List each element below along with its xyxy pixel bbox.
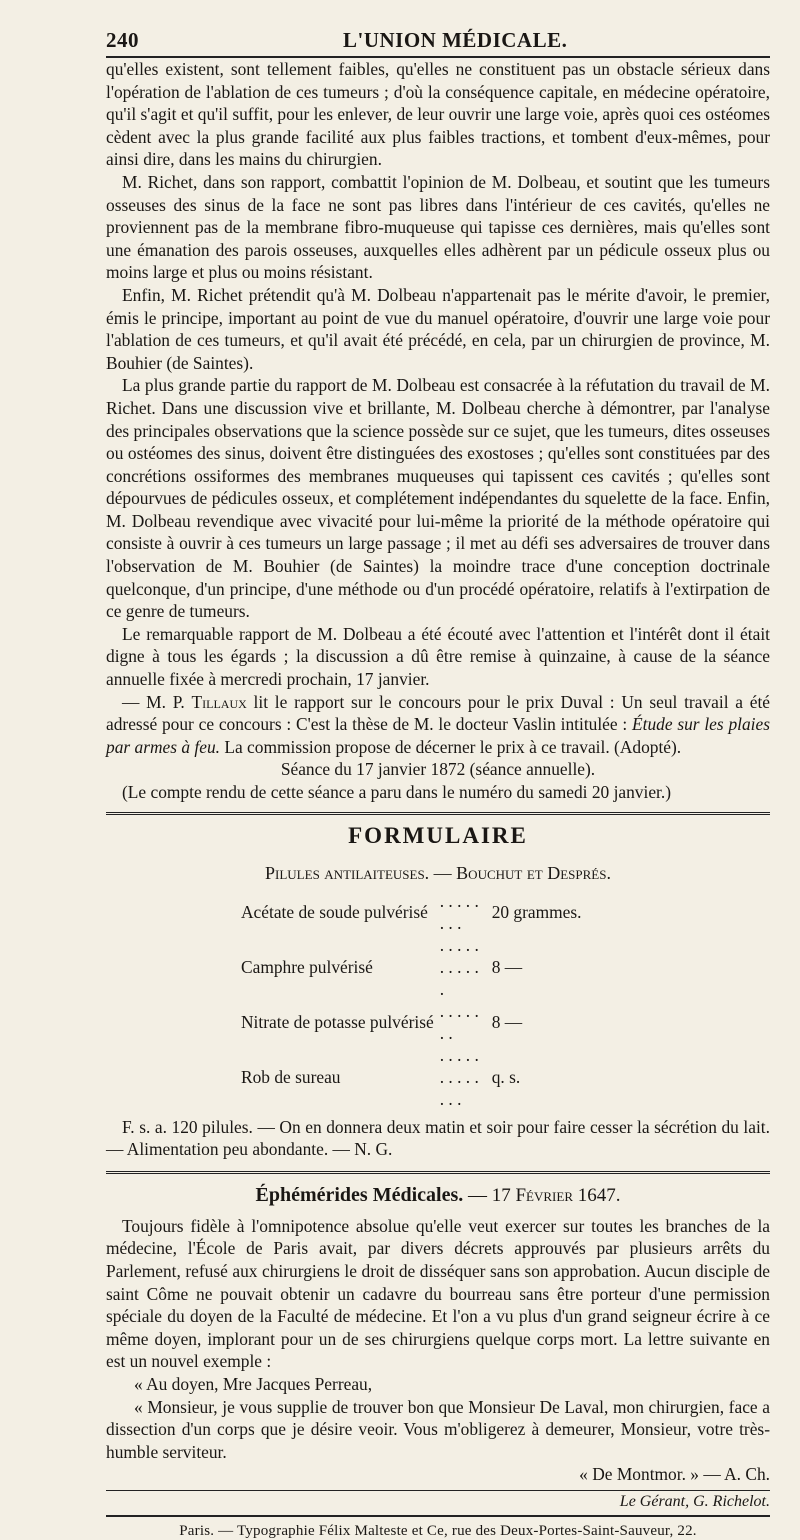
ingredient-dots: . . . . . . . . . . . bbox=[439, 934, 479, 999]
ingredient-row bbox=[241, 1000, 582, 1044]
section-rule-1 bbox=[106, 812, 770, 815]
ephemerides-heading: Éphémérides Médicales. bbox=[255, 1183, 464, 1206]
thesis-title: Étude sur les plaies par armes à feu. bbox=[106, 714, 770, 757]
printer-imprint: Paris. — Typographie Félix Malteste et Ce, rue des Deux-Portes-Saint-Sauveur, 22. bbox=[179, 1522, 697, 1539]
ingredients-table bbox=[241, 890, 582, 1110]
tillaux-prefix: — M. P. bbox=[122, 691, 192, 712]
paragraph-2: M. Richet, dans son rapport, combattit l'opinion de M. Dolbeau, et soutint que les tumeurs osseuses des sinus de la face ne sont pas libres dans l'intérieur de ces cavités, qu'elles ne proviennent pas de la membrane fibro-muqueuse qui tapisse ces dernières, mais qu'elles sont une émanation des parois osseuses, auxquelles elles adhèrent par un pédicule osseux plus ou moins large et plus ou moins résistant. bbox=[106, 171, 770, 283]
formulaire-title: FORMULAIRE bbox=[348, 822, 528, 848]
ingredient-qty: 8 — bbox=[491, 956, 523, 977]
section-rule-2 bbox=[106, 1171, 770, 1174]
paragraph-1: qu'elles existent, sont tellement faibles, qu'elles ne constituent pas un obstacle sérieux dans l'opération de l'ablation de ces tumeurs ; d'où la conséquence capitale, en médecine opératoire, qu'il s'agit et qu'il suffit, pour les enlever, de leur ouvrir une large voie, après quoi ces ostéomes cèdent avec la plus grande facilité aux plus faibles tractions, et tombent d'eux-mêmes, pour ainsi dire, dans les mains du chirurgien. bbox=[106, 59, 770, 170]
ingredient-row bbox=[241, 934, 582, 1000]
paragraph-5: Le remarquable rapport de M. Dolbeau a été écouté avec l'attention et l'intérêt dont il était digne à tous les égards ; la discussion a dû être remise à quinzaine, à cause de la séance annuelle fixée à mercredi prochain, 17 janvier. bbox=[106, 623, 770, 690]
article-body bbox=[106, 58, 770, 804]
letter-quote bbox=[106, 1373, 770, 1463]
letter-text: « Monsieur, je vous supplie de trouver bon que Monsieur De Laval, mon chirurgien, face a dissection d'un corps que je désire veoir. Vous m'obligerez à demeurer, Monsieur, votre très-humble serviteur. bbox=[106, 1396, 770, 1462]
ephemerides-date: — 17 Février 1647. bbox=[463, 1184, 621, 1206]
ephemerides-paragraph: Toujours fidèle à l'omnipotence absolue qu'elle veut exercer sur toutes les branches de la médecine, l'École de Paris avait, par divers décrets approuvés par plusieurs arrêts du Parlement, refusé aux chirurgiens le droit de disséquer sans son approbation. Aucun disciple de saint Côme ne pouvait obtenir un cadavre du bourreau sans être porteur d'une permission spéciale du doyen de la Faculté de médecine. Et l'on a vu plus d'un grand seigneur écrire à ce même doyen, implorant pour un de ses chirurgiens quelque corps mort. La lettre suivante en est un nouvel exemple : bbox=[106, 1215, 770, 1372]
recipe-title bbox=[106, 863, 770, 884]
ingredient-dots: . . . . . . . . bbox=[439, 890, 479, 933]
ingredient-row bbox=[241, 1044, 582, 1110]
gerant-signature: Le Gérant, G. Richelot. bbox=[619, 1492, 770, 1510]
recipe-instructions-block bbox=[106, 1116, 770, 1161]
tillaux-text: lit le rapport sur le concours pour le prix Duval : Un seul travail a été adressé pour ce concours : C'est la thèse de M. le docteur Vaslin intitulée : bbox=[106, 691, 770, 735]
journal-title: L'UNION MÉDICALE. bbox=[343, 28, 568, 52]
ephemerides-body bbox=[106, 1215, 770, 1486]
letter-signature: « De Montmor. » — A. Ch. bbox=[579, 1464, 770, 1485]
ingredient-name: Acétate de soude pulvérisé bbox=[241, 901, 428, 922]
ingredient-name: Camphre pulvérisé bbox=[241, 956, 373, 977]
paragraph-tillaux bbox=[106, 691, 770, 759]
signature-rule bbox=[106, 1490, 770, 1491]
ingredient-name: Nitrate de potasse pulvérisé bbox=[241, 1011, 434, 1032]
ingredient-dots: . . . . . . . bbox=[439, 1000, 479, 1043]
letter-address: « Au doyen, Mre Jacques Perreau, bbox=[134, 1373, 373, 1394]
seance-heading: Séance du 17 janvier 1872 (séance annuelle). bbox=[280, 759, 596, 780]
recipe-authors: Bouchut et Després. bbox=[456, 862, 611, 883]
ingredient-row bbox=[241, 890, 582, 934]
ingredient-name: Rob de sureau bbox=[241, 1066, 341, 1087]
paragraph-3: Enfin, M. Richet prétendit qu'à M. Dolbeau n'appartenait pas le mérite d'avoir, le premier, émis le principe, important au point de vue du manuel opératoire, d'ouvrir une large voie pour l'ablation de ces tumeurs, et qu'il avait été précédé, en cela, par un chirurgien de province, M. Bouhier (de Saintes). bbox=[106, 284, 770, 373]
recipe-dash: — bbox=[429, 862, 457, 883]
ingredient-qty: 20 grammes. bbox=[491, 901, 582, 922]
tillaux-name: Tillaux bbox=[191, 691, 247, 712]
tillaux-text-after: La commission propose de décerner le prix à ce travail. (Adopté). bbox=[220, 736, 682, 757]
ingredient-qty: q. s. bbox=[491, 1066, 521, 1087]
page-header bbox=[106, 14, 770, 52]
ingredient-dots: . . . . . . . . . . . . . bbox=[439, 1044, 479, 1109]
paragraph-4: La plus grande partie du rapport de M. Dolbeau est consacrée à la réfutation du travail de M. Richet. Dans une discussion vive et brillante, M. Dolbeau cherche à démontrer, par l'analyse des principales observations que la science possède sur ce sujet, que les tumeurs, dites osseuses ou ostéomes des sinus, doivent être distinguées des exostoses ; qu'elles sont constituées par des concrétions ossiformes des membranes muqueuses qui tapissent ces cavités ; qu'elles sont dépourvues de pédicules osseux, et complétement indépendantes du squelette de la face. Enfin, M. Dolbeau revendique avec vivacité pour lui-même la priorité de la méthode opératoire qui consiste à ouvrir à ces tumeurs un large passage ; il met au défi ses adversaires de trouver dans l'observation de M. Bouhier (de Saintes) la moindre trace d'une conception doctrinale quelconque, d'un principe, d'une méthode ou d'un procédé opératoire, relatifs à l'extirpation de ce genre de tumeurs. bbox=[106, 375, 770, 622]
recipe-name: Pilules antilaiteuses. bbox=[265, 862, 430, 883]
page-number: 240 bbox=[106, 28, 139, 52]
ephemerides-title bbox=[106, 1184, 770, 1207]
compte-rendu-note: (Le compte rendu de cette séance a paru dans le numéro du samedi 20 janvier.) bbox=[122, 782, 672, 802]
recipe-instructions: F. s. a. 120 pilules. — On en donnera deux matin et soir pour faire cesser la sécrétion du lait. — Alimentation peu abondante. — N. G. bbox=[106, 1116, 770, 1160]
ingredient-qty: 8 — bbox=[491, 1011, 523, 1032]
footer-rule bbox=[106, 1515, 770, 1517]
